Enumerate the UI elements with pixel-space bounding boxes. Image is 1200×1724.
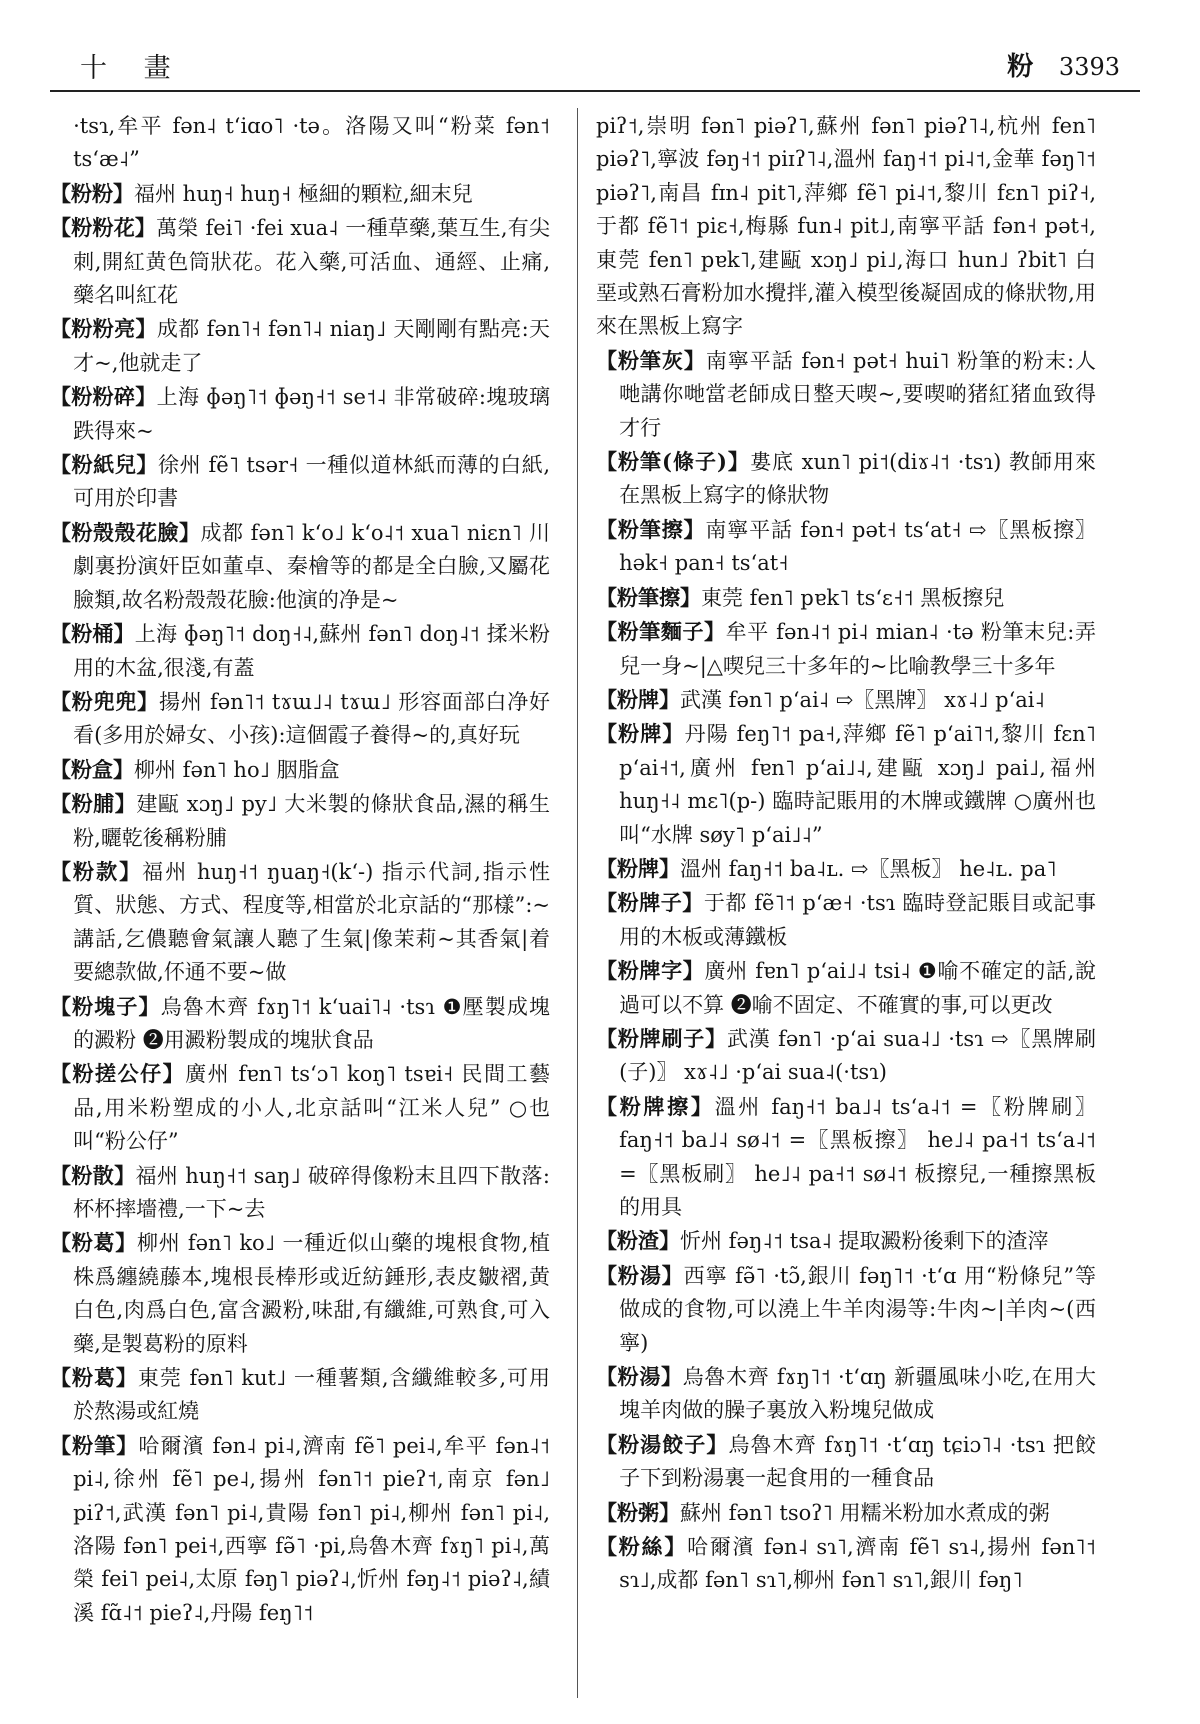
entry-body: 牟平 fən˨˦ pi˨ mian˨ ·tə 粉筆末兒:弄兒一身~|△喫兒三十多年的~比喻教學三十多年 (619, 620, 1096, 678)
entry-body: 東莞 fen˥ pɐk˥ tsʻɛ˧˦ 黑板擦兒 (701, 585, 1005, 610)
right-column (596, 110, 1096, 1598)
entry-headword: 【粉筆】 (50, 1432, 139, 1458)
entry-headword: 【粉粉花】 (50, 215, 157, 241)
entry-headword: 【粉牌刷子】 (596, 1025, 727, 1051)
entry-body: ·tsɿ,牟平 fən˨ tʻiɑo˥ ·tə。洛陽又叫“粉菜 fən˦ tsʻæ˨” (73, 114, 550, 172)
dictionary-entry (596, 683, 1096, 717)
entry-body: 成都 fən˥˧ fən˥˨ niaŋ˩ 天剛剛有點亮:天才~,他就走了 (73, 317, 551, 375)
entry-body: 烏魯木齊 fɤŋ˥˦ ·tʻɑŋ tɕiɔ˥˨ ·tsɿ 把餃子下到粉湯裏一起食用的一種食品 (619, 1432, 1097, 1491)
entry-body: 東莞 fən˥ kut˩ 一種薯類,含纖維較多,可用於熬湯或紅燒 (73, 1366, 550, 1424)
dictionary-entry (50, 685, 550, 753)
entry-body: 哈爾濱 fən˨ sɿ˥,濟南 fẽ˥ sɿ˨,揚州 fən˥˦ sɿ˩,成都 fən˥ sɿ˥,柳州 fən˥ sɿ˥,銀川 fəŋ˥ (619, 1535, 1096, 1593)
entry-body: 溫州 faŋ˧˦ ba˩˨ tsʻa˨˦ =〖粉牌刷〗 faŋ˧˦ ba˩˨ sø˨˦ =〖黑板擦〗 he˩˨ pa˧˦ tsʻa˨˦ =〖黑板刷〗 he˩˨ pa˧˦ sø˨˦ 板擦兒,一種擦黑板的用具 (619, 1094, 1096, 1219)
page-number: 3393 (1058, 53, 1120, 81)
dictionary-entry (596, 445, 1096, 513)
entry-headword: 【粉渣】 (596, 1228, 680, 1254)
entry-headword: 【粉筆(條子)】 (596, 449, 750, 475)
entry-body: 福州 huŋ˧ huŋ˧ 極細的顆粒,細末兒 (134, 181, 473, 206)
section-title: 十 畫 (80, 53, 185, 84)
dictionary-entry (50, 1361, 550, 1429)
entry-body: 萬榮 fei˥ ·fei xua˨ 一種草藥,葉互生,有尖刺,開紅黄色筒狀花。花入藥,可活血、通經、止痛,藥名叫紅花 (73, 216, 550, 308)
entry-headword: 【粉湯】 (596, 1364, 683, 1390)
running-headword: 粉 (1007, 52, 1034, 82)
entry-body: 南寧平話 fən˧ pət˧ tsʻat˧ ⇨〖黑板擦〗 hək˧ pan˧ tsʻat˧ (619, 517, 1096, 576)
entry-headword: 【粉絲】 (596, 1534, 688, 1560)
entry-headword: 【粉兜兜】 (50, 688, 159, 714)
entry-continuation (596, 110, 1096, 344)
dictionary-entry (596, 886, 1096, 954)
entry-headword: 【粉筆灰】 (596, 347, 706, 373)
entry-headword: 【粉葛】 (50, 1230, 137, 1256)
entry-headword: 【粉粉亮】 (50, 316, 157, 342)
entry-body: 武漢 fən˥ ·pʻai sua˨˩ ·tsɿ ⇨〖黑牌刷(子)〗 xɤ˨˩ ·pʻai sua˨(·tsɿ) (619, 1026, 1097, 1085)
entry-headword: 【粉筆擦】 (596, 516, 706, 542)
entry-headword: 【粉盒】 (50, 756, 134, 782)
entry-headword: 【粉粉碎】 (50, 384, 157, 410)
entry-body: 成都 fən˥ kʻo˩ kʻo˨˦ xua˥ niɛn˥ 川劇裏扮演奸臣如董卓、秦檜等的都是全白臉,又屬花臉類,故名粉殼殼花臉:他演的净是~ (73, 520, 550, 612)
dictionary-entry (50, 1429, 550, 1630)
entry-headword: 【粉散】 (50, 1162, 136, 1188)
entry-headword: 【粉筆麵子】 (596, 619, 726, 645)
entry-headword: 【粉牌】 (596, 686, 680, 712)
entry-continuation (50, 110, 550, 177)
dictionary-entry (596, 1496, 1096, 1530)
dictionary-entry (50, 787, 550, 855)
dictionary-entry (596, 1022, 1096, 1090)
entry-headword: 【粉牌】 (596, 855, 680, 881)
entry-body: piʔ˦,崇明 fən˥ piəʔ˥,蘇州 fən˥ piəʔ˥˨,杭州 fen˥ piəʔ˥,寧波 fəŋ˧˦ piɪʔ˥˨,溫州 faŋ˧˦ pi˨˦,金華 fəŋ˥˦ piəʔ˥,南昌 fɪn˨ pit˥,萍鄉 fẽ˥ pi˨˦,黎川 fɛn˥ piʔ˧,于都 fẽ˥˦ piɛ˧,梅縣 fun˨ pit˩,南寧平話 fən˧ pət˧,東莞 fen˥ pɐk˥,建甌 xɔŋ˩ pi˩,海口 hun˩ ʔbit˥ 白堊或熟石膏粉加水攪拌,灌入模型後凝固成的條狀物,用來在黑板上寫字 (596, 114, 1096, 339)
entry-body: 烏魯木齊 fɤŋ˥˦ kʻuai˥˨ ·tsɿ ❶壓製成塊的澱粉 ❷用澱粉製成的塊狀食品 (73, 994, 551, 1052)
entry-body: 西寧 fə̃˥ ·tɔ̃,銀川 fəŋ˥˦ ·tʻɑ 用“粉條兒”等做成的食物,可以澆上牛羊肉湯等:牛肉~|羊肉~(西寧) (619, 1263, 1096, 1355)
dictionary-entry (596, 1360, 1096, 1428)
dictionary-entry (50, 990, 550, 1058)
left-column (50, 110, 550, 1630)
dictionary-entry (50, 312, 550, 380)
entry-headword: 【粉牌】 (596, 721, 685, 747)
page-info (1007, 46, 1120, 83)
entry-body: 婁底 xun˥ pi˦(diɤ˨˦ ·tsɿ) 教師用來在黑板上寫字的條狀物 (619, 450, 1096, 508)
dictionary-entry (50, 211, 550, 312)
dictionary-entry (50, 380, 550, 448)
entry-body: 廣州 fɐn˥ tsʻɔ˥ koŋ˥ tsɐi˧ 民間工藝品,用米粉塑成的小人,北京話叫“江米人兒” ○也叫“粉公仔” (73, 1062, 550, 1154)
column-divider (577, 108, 578, 1698)
dictionary-entry (50, 855, 550, 990)
entry-body: 柳州 fən˥ ko˩ 一種近似山藥的塊根食物,植株爲纏繞藤本,塊根長棒形或近紡錘形,表皮皺褶,黄白色,肉爲白色,富含澱粉,味甜,有纖維,可熟食,可入藥,是製葛粉的原料 (73, 1231, 550, 1356)
dictionary-entry (50, 1226, 550, 1361)
entry-body: 建甌 xɔŋ˩ py˩ 大米製的條狀食品,濕的稱生粉,曬乾後稱粉脯 (73, 792, 550, 850)
entry-body: 上海 ɸəŋ˥˦ doŋ˧˨,蘇州 fən˥ doŋ˨˦ 揉米粉用的木盆,很淺,有蓋 (73, 622, 551, 680)
entry-body: 徐州 fẽ˥ tsər˧ 一種似道林紙而薄的白紙,可用於印書 (73, 453, 551, 511)
entry-headword: 【粉粉】 (50, 180, 134, 206)
entry-headword: 【粉牌子】 (596, 890, 704, 916)
entry-body: 忻州 fəŋ˨˦ tsa˨ 提取澱粉後剩下的渣滓 (680, 1229, 1049, 1254)
dictionary-entry (596, 344, 1096, 445)
entry-headword: 【粉湯餃子】 (596, 1431, 729, 1457)
entry-headword: 【粉搓公仔】 (50, 1061, 186, 1087)
entry-headword: 【粉殼殼花臉】 (50, 519, 201, 545)
entry-headword: 【粉粥】 (596, 1499, 680, 1525)
entry-headword: 【粉桶】 (50, 621, 135, 647)
entry-body: 哈爾濱 fən˨ pi˨,濟南 fẽ˥ pei˨,牟平 fən˨˦ pi˨,徐州 fẽ˥ pe˨,揚州 fən˥˦ pieʔ˦,南京 fən˩ piʔ˦,武漢 fən˥ pi˨,貴陽 fən˥ pi˨,柳州 fən˥ pi˨,洛陽 fən˥ pei˧,西寧 fə̃˥ ·pi,烏魯木齊 fɤŋ˥ pi˨,萬榮 fei˥ pei˨,太原 fəŋ˥ piəʔ˨,忻州 fəŋ˨˦ piəʔ˨,績溪 fɑ̃˨˦ pieʔ˨,丹陽 feŋ˥˦ (73, 1433, 551, 1625)
entry-headword: 【粉筆擦】 (596, 584, 701, 610)
dictionary-entry (596, 954, 1096, 1022)
entry-headword: 【粉塊子】 (50, 993, 161, 1019)
dictionary-entry (596, 581, 1096, 615)
entry-headword: 【粉脯】 (50, 791, 137, 817)
dictionary-entry (596, 1259, 1096, 1360)
entry-body: 溫州 faŋ˧˦ ba˨ʟ. ⇨〖黑板〗 he˨ʟ. pa˥ (680, 856, 1057, 881)
entry-body: 柳州 fən˥ ho˩ 胭脂盒 (134, 757, 340, 782)
page-header (50, 40, 1140, 92)
entry-headword: 【粉紙兒】 (50, 452, 159, 478)
dictionary-entry (596, 513, 1096, 581)
entry-body: 丹陽 feŋ˥˦ pa˧,萍鄉 fẽ˥ pʻai˥˦,黎川 fɛn˥ pʻai˧˦,廣州 fɐn˥ pʻai˩˨,建甌 xɔŋ˩ pai˩,福州 huŋ˧˨ mɛ˥(p-) 臨時記賬用的木牌或鐵牌 ○廣州也叫“水牌 søy˥ pʻai˩˨” (619, 722, 1096, 847)
dictionary-entry (50, 516, 550, 617)
entry-headword: 【粉款】 (50, 858, 143, 884)
dictionary-entry (596, 615, 1096, 683)
dictionary-entry (50, 1057, 550, 1158)
entry-headword: 【粉葛】 (50, 1365, 138, 1391)
entry-body: 烏魯木齊 fɤŋ˥˦ ·tʻɑŋ 新疆風味小吃,在用大塊羊肉做的臊子裏放入粉塊兒做成 (619, 1365, 1097, 1423)
entry-body: 揚州 fən˥˦ tɤɯ˩˨ tɤɯ˩ 形容面部白净好看(多用於婦女、小孩):這個霞子養得~的,真好玩 (73, 689, 551, 748)
dictionary-entry (50, 753, 550, 787)
entry-headword: 【粉牌字】 (596, 958, 705, 984)
entry-body: 武漢 fən˥ pʻai˨ ⇨〖黑牌〗 xɤ˨˩ pʻai˨ (680, 687, 1045, 712)
entry-body: 蘇州 fən˥ tsoʔ˥ 用糯米粉加水煮成的粥 (680, 1500, 1050, 1525)
dictionary-entry (596, 852, 1096, 886)
dictionary-entry (596, 717, 1096, 852)
dictionary-entry (596, 1090, 1096, 1225)
entry-body: 福州 huŋ˧˦ ŋuaŋ˧(kʻ-) 指示代詞,指示性質、狀態、方式、程度等,相當於北京話的“那樣”:~講話,乞儂聽會氣讓人聽了生氣|像茉莉~其香氣|着要總款做,伓通不要~做 (73, 859, 550, 985)
entry-body: 廣州 fɐn˥ pʻai˩˨ tsi˨ ❶喻不確定的話,說過可以不算 ❷喻不固定、不確實的事,可以更改 (619, 959, 1097, 1017)
dictionary-entry (596, 1224, 1096, 1258)
entry-body: 于都 fẽ˥˦ pʻæ˧ ·tsɿ 臨時登記賬目或記事用的木板或薄鐵板 (619, 891, 1096, 949)
entry-body: 福州 huŋ˧˦ saŋ˩ 破碎得像粉末且四下散落:杯杯摔墻禮,一下~去 (73, 1163, 550, 1221)
dictionary-entry (596, 1530, 1096, 1598)
dictionary-entry (50, 1159, 550, 1227)
dictionary-entry (50, 448, 550, 516)
dictionary-entry (50, 177, 550, 211)
entry-headword: 【粉牌擦】 (596, 1093, 715, 1119)
entry-body: 上海 ɸəŋ˥˦ ɸəŋ˧˦ se˦˨ 非常破碎:塊玻璃跌得來~ (73, 385, 550, 443)
dictionary-entry (596, 1428, 1096, 1496)
entry-headword: 【粉湯】 (596, 1262, 684, 1288)
entry-body: 南寧平話 fən˧ pət˧ hui˥ 粉筆的粉末:人哋講你哋當老師成日整天喫~,要喫啲猪紅猪血致得才行 (619, 348, 1096, 440)
dictionary-entry (50, 617, 550, 685)
